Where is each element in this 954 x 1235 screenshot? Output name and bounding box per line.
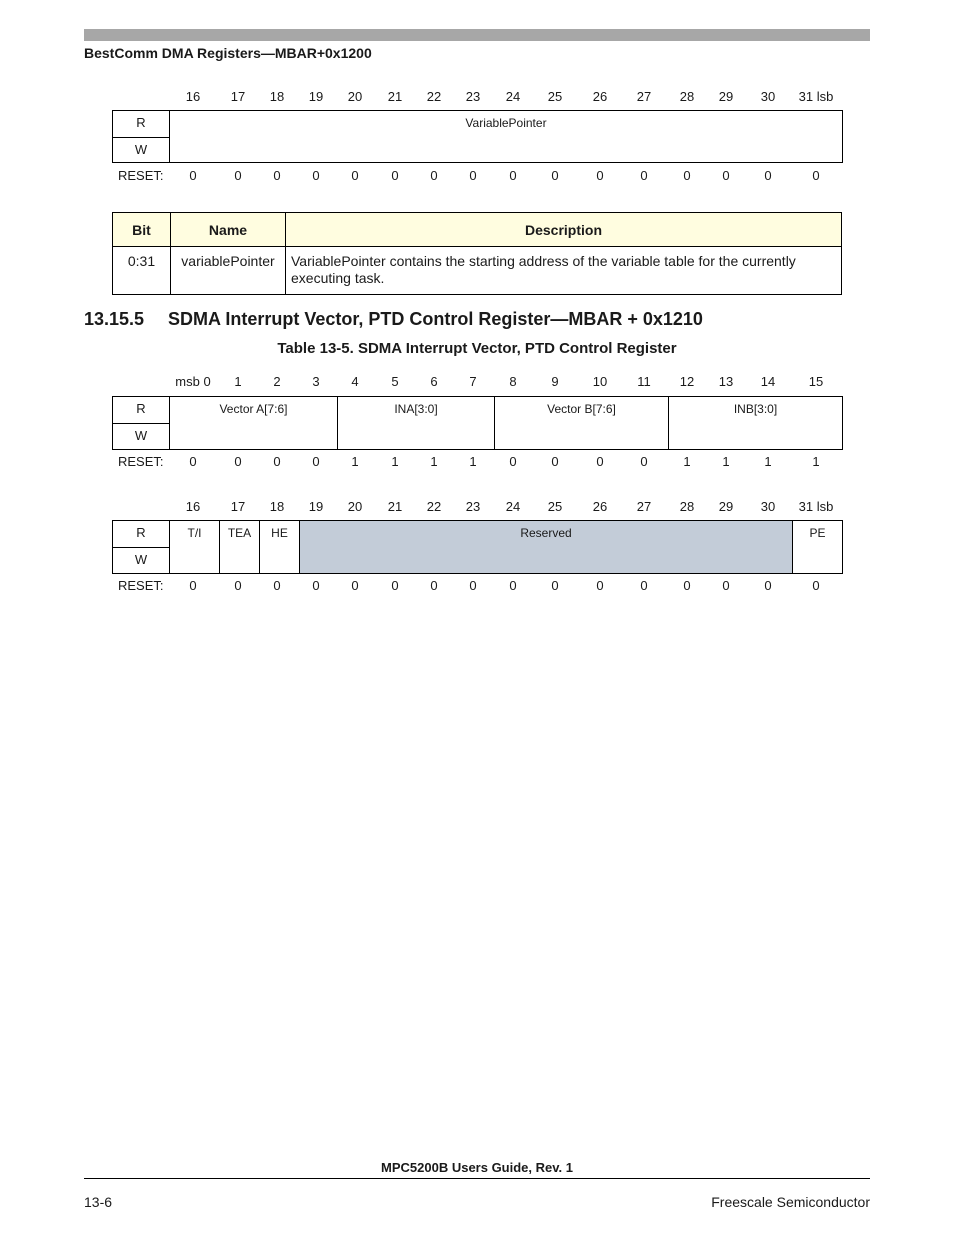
bit-number: 22 (426, 499, 442, 514)
reset-value: 0 (189, 168, 197, 183)
reset-value: 0 (551, 454, 559, 469)
field-label: Reserved (520, 526, 572, 540)
reset-value: 1 (391, 454, 399, 469)
bit-number: 17 (230, 89, 246, 104)
column-header-description: Description (286, 213, 842, 247)
bit-number: 16 (185, 89, 201, 104)
reset-value: 1 (722, 454, 730, 469)
reset-value: 0 (273, 578, 281, 593)
bit-number: 8 (509, 374, 517, 389)
field-t-i (169, 521, 219, 573)
reset-value: 0 (351, 168, 359, 183)
field-tea (219, 521, 259, 573)
bit-number-row (0, 89, 954, 105)
bit-number: 25 (547, 89, 563, 104)
bit-number: 18 (269, 89, 285, 104)
register-box (112, 110, 843, 163)
reset-value: 0 (234, 454, 242, 469)
read-row-label: R (136, 525, 146, 540)
footer-document-title: MPC5200B Users Guide, Rev. 1 (381, 1160, 573, 1175)
bit-number: 26 (592, 499, 608, 514)
bit-number: 5 (391, 374, 399, 389)
field-inb (668, 397, 842, 449)
bit-number: 18 (269, 499, 285, 514)
bit-number: 28 (679, 89, 695, 104)
bit-number: 23 (465, 89, 481, 104)
register-box (112, 396, 843, 450)
reset-value: 0 (469, 168, 477, 183)
read-row-label: R (136, 115, 146, 130)
reset-value: 1 (469, 454, 477, 469)
bit-number: 29 (718, 499, 734, 514)
bit-number: 24 (505, 499, 521, 514)
reset-value: 1 (764, 454, 772, 469)
reset-value: 0 (469, 578, 477, 593)
reset-value: 0 (812, 168, 820, 183)
field-variable-pointer (169, 111, 842, 162)
footer-page-number: 13-6 (84, 1194, 113, 1210)
footer-divider (84, 1178, 870, 1179)
reset-value: 0 (640, 168, 648, 183)
reset-value: 0 (812, 578, 820, 593)
bit-number: 23 (465, 499, 481, 514)
reset-value: 0 (596, 454, 604, 469)
reset-value: 0 (312, 454, 320, 469)
reset-value: 0 (640, 578, 648, 593)
bit-number: 27 (636, 499, 652, 514)
reset-label: RESET: (118, 168, 164, 183)
field-label: TEA (227, 526, 252, 540)
bit-number: 26 (592, 89, 608, 104)
bit-number: 7 (469, 374, 477, 389)
reset-value: 0 (273, 168, 281, 183)
bit-number: 6 (430, 374, 438, 389)
section-title: SDMA Interrupt Vector, PTD Control Register—MBAR + 0x1210 (168, 309, 703, 329)
reset-value: 1 (351, 454, 359, 469)
field-pe (792, 521, 842, 573)
reset-row (0, 168, 954, 184)
bit-number: 21 (387, 89, 403, 104)
write-row-label: W (134, 552, 148, 567)
reset-row (0, 454, 954, 470)
register-box (112, 520, 843, 574)
bit-number: 16 (185, 499, 201, 514)
write-row-label: W (134, 428, 148, 443)
reset-value: 1 (683, 454, 691, 469)
section-number: 13.15.5 (84, 309, 145, 329)
reset-value: 0 (596, 578, 604, 593)
reset-value: 0 (509, 454, 517, 469)
reset-value: 0 (234, 168, 242, 183)
bit-number: 10 (592, 374, 608, 389)
bit-number: 30 (760, 499, 776, 514)
reset-value: 0 (551, 578, 559, 593)
reset-value: 0 (430, 168, 438, 183)
reset-value: 0 (722, 168, 730, 183)
read-row-label: R (136, 401, 146, 416)
column-header-name: Name (171, 213, 286, 247)
field-reserved (299, 521, 792, 573)
reset-value: 0 (351, 578, 359, 593)
reset-value: 0 (391, 168, 399, 183)
column-header-bit: Bit (113, 213, 171, 247)
reset-value: 0 (509, 578, 517, 593)
field-ina (337, 397, 494, 449)
reset-value: 0 (722, 578, 730, 593)
bit-number: 4 (351, 374, 359, 389)
field-label: PE (809, 526, 826, 540)
reset-value: 0 (312, 578, 320, 593)
reset-value: 0 (551, 168, 559, 183)
bit-number: 20 (347, 89, 363, 104)
bit-number-row (0, 499, 954, 515)
reset-value: 0 (273, 454, 281, 469)
bit-number: 20 (347, 499, 363, 514)
reset-value: 0 (596, 168, 604, 183)
field-label: T/I (187, 526, 202, 540)
field-he (259, 521, 299, 573)
field-vector-b (494, 397, 668, 449)
cell-bit: 0:31 (113, 247, 171, 295)
field-label: Vector A[7:6] (219, 402, 288, 416)
field-label: Vector B[7:6] (547, 402, 616, 416)
bit-number: 13 (718, 374, 734, 389)
bit-number: 2 (273, 374, 281, 389)
reset-value: 0 (764, 168, 772, 183)
reset-value: 0 (640, 454, 648, 469)
reset-value: 0 (189, 578, 197, 593)
bit-number: 21 (387, 499, 403, 514)
bit-number: 17 (230, 499, 246, 514)
rw-divider (113, 423, 169, 424)
footer-company: Freescale Semiconductor (711, 1194, 870, 1210)
cell-name: variablePointer (171, 247, 286, 295)
rw-divider (113, 547, 169, 548)
bit-number: 12 (679, 374, 695, 389)
bit-number: 28 (679, 499, 695, 514)
bit-number: 15 (808, 374, 824, 389)
reset-value: 0 (683, 168, 691, 183)
reset-value: 0 (509, 168, 517, 183)
bit-number: 30 (760, 89, 776, 104)
reset-label: RESET: (118, 454, 164, 469)
bit-number: 29 (718, 89, 734, 104)
field-label: VariablePointer (465, 116, 547, 130)
field-vector-a (169, 397, 337, 449)
reset-value: 0 (234, 578, 242, 593)
field-label: HE (271, 526, 288, 540)
table-header-row (113, 213, 842, 247)
bit-number: 11 (637, 374, 651, 389)
bit-number: 31 lsb (798, 499, 834, 514)
page-header-title: BestComm DMA Registers—MBAR+0x1200 (84, 45, 372, 61)
table-row (113, 247, 842, 295)
bit-number: 22 (426, 89, 442, 104)
bit-number: 19 (308, 89, 324, 104)
bit-number: 19 (308, 499, 324, 514)
reset-value: 1 (430, 454, 438, 469)
field-label: INA[3:0] (394, 402, 438, 416)
reset-value: 0 (189, 454, 197, 469)
reset-value: 0 (391, 578, 399, 593)
field-label: INB[3:0] (733, 402, 778, 416)
reset-row (0, 578, 954, 594)
reset-value: 1 (812, 454, 820, 469)
reset-label: RESET: (118, 578, 164, 593)
bit-number: 31 lsb (798, 89, 834, 104)
cell-description: VariablePointer contains the starting address of the variable table for the currently executing task. (286, 247, 842, 295)
bit-number: 1 (234, 374, 242, 389)
bit-number: 27 (636, 89, 652, 104)
bit-number: msb 0 (175, 374, 211, 389)
header-bar (84, 29, 870, 41)
bit-number: 3 (312, 374, 320, 389)
reset-value: 0 (683, 578, 691, 593)
table-caption: Table 13-5. SDMA Interrupt Vector, PTD Control Register (277, 340, 677, 357)
field-description-table (112, 212, 842, 295)
bit-number: 9 (551, 374, 559, 389)
reset-value: 0 (312, 168, 320, 183)
write-row-label: W (134, 142, 148, 157)
rw-divider (113, 137, 169, 138)
reset-value: 0 (764, 578, 772, 593)
bit-number: 25 (547, 499, 563, 514)
section-heading (84, 309, 703, 330)
bit-number: 24 (505, 89, 521, 104)
bit-number: 14 (760, 374, 776, 389)
bit-number-row (0, 374, 954, 390)
reset-value: 0 (430, 578, 438, 593)
